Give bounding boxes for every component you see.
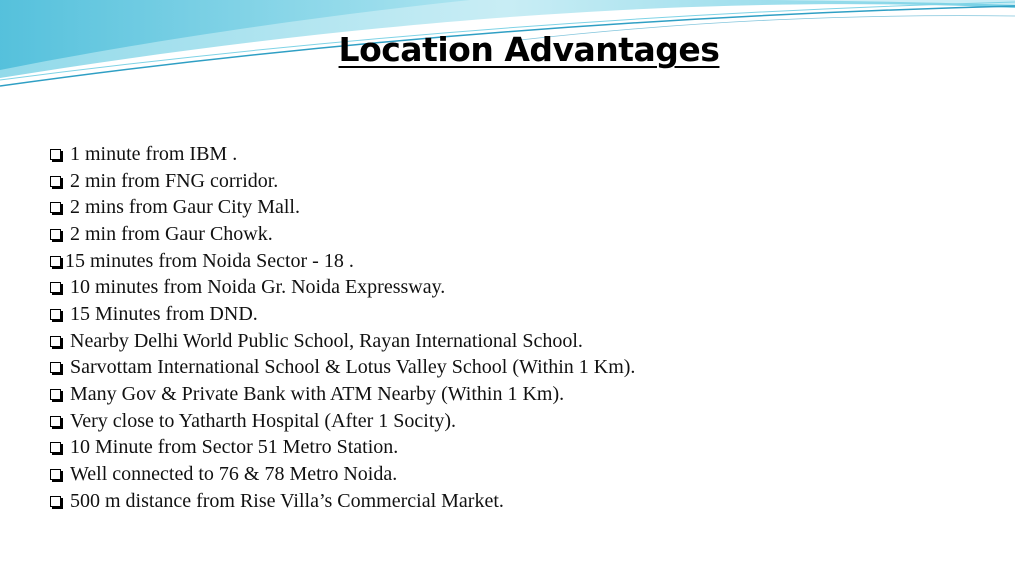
list-item: 2 mins from Gaur City Mall. <box>50 194 635 221</box>
list-item: 2 min from FNG corridor. <box>50 168 635 195</box>
list-item: Very close to Yatharth Hospital (After 1 Socity). <box>50 408 635 435</box>
list-item: 15 minutes from Noida Sector - 18 . <box>50 248 635 275</box>
checkbox-square-icon <box>50 336 61 347</box>
checkbox-square-icon <box>50 416 61 427</box>
list-item: 15 Minutes from DND. <box>50 301 635 328</box>
list-item: 1 minute from IBM . <box>50 141 635 168</box>
slide-title <box>0 30 1015 69</box>
checkbox-square-icon <box>50 496 61 507</box>
location-list <box>50 141 635 515</box>
list-item: Well connected to 76 & 78 Metro Noida. <box>50 461 635 488</box>
list-item: 10 Minute from Sector 51 Metro Station. <box>50 435 635 462</box>
checkbox-square-icon <box>50 229 61 240</box>
list-item: Many Gov & Private Bank with ATM Nearby (Within 1 Km). <box>50 381 635 408</box>
checkbox-square-icon <box>50 149 61 160</box>
checkbox-square-icon <box>50 176 61 187</box>
list-item: Nearby Delhi World Public School, Rayan International School. <box>50 328 635 355</box>
slide-title-text: Location Advantages <box>338 30 720 69</box>
checkbox-square-icon <box>50 469 61 480</box>
checkbox-square-icon <box>50 389 61 400</box>
checkbox-square-icon <box>50 202 61 213</box>
checkbox-square-icon <box>50 282 61 293</box>
checkbox-square-icon <box>50 256 61 267</box>
checkbox-square-icon <box>50 309 61 320</box>
checkbox-square-icon <box>50 442 61 453</box>
list-item: 2 min from Gaur Chowk. <box>50 221 635 248</box>
list-item: Sarvottam International School & Lotus Valley School (Within 1 Km). <box>50 355 635 382</box>
list-item: 500 m distance from Rise Villa’s Commercial Market. <box>50 488 635 515</box>
checkbox-square-icon <box>50 362 61 373</box>
list-item: 10 minutes from Noida Gr. Noida Expressway. <box>50 274 635 301</box>
